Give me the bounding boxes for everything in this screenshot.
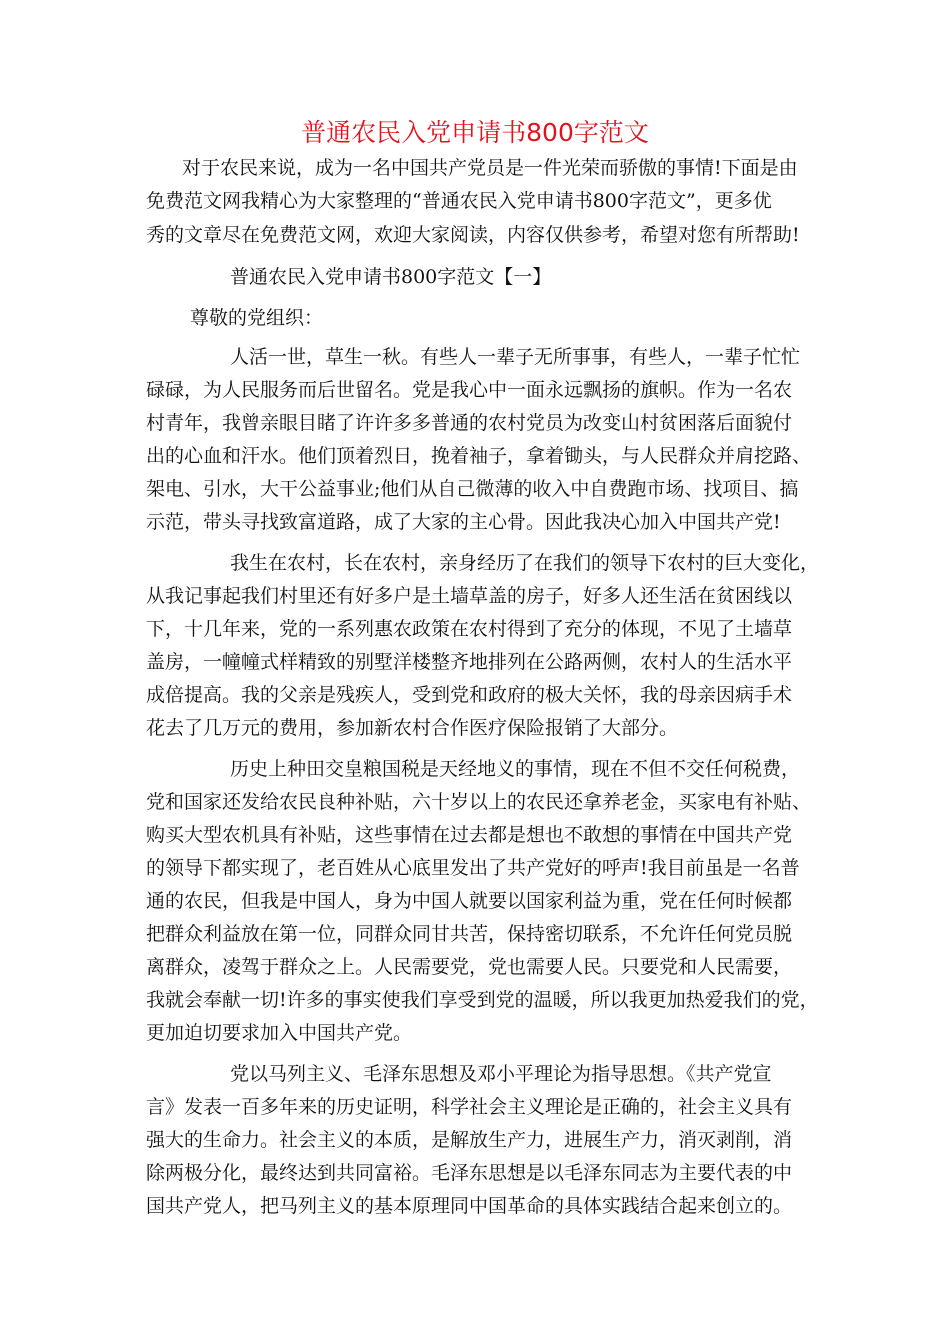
- paragraph-line: 碌碌，为人民服务而后世留名。党是我心中一面永远飘扬的旗帜。作为一名农: [146, 379, 793, 401]
- paragraph-line: 的领导下都实现了，老百姓从心底里发出了共产党好的呼声!我目前虽是一名普: [146, 857, 800, 879]
- paragraph-line: 村青年，我曾亲眼目睹了许许多多普通的农村党员为改变山村贫困落后面貌付: [146, 412, 793, 434]
- paragraph-line: 我就会奉献一切!许多的事实使我们享受到党的温暖，所以我更加热爱我们的党，: [146, 989, 819, 1011]
- intro-line: 秀的文章尽在免费范文网，欢迎大家阅读，内容仅供参考，希望对您有所帮助!: [146, 224, 800, 246]
- paragraph-line: 除两极分化，最终达到共同富裕。毛泽东思想是以毛泽东同志为主要代表的中: [146, 1162, 793, 1184]
- paragraph-line: 盖房，一幢幢式样精致的别墅洋楼整齐地排列在公路两侧，农村人的生活水平: [146, 651, 793, 673]
- paragraph-line: 更加迫切要求加入中国共产党。: [146, 1022, 413, 1044]
- paragraph-line: 下，十几年来，党的一系列惠农政策在农村得到了充分的体现，不见了土墙草: [146, 618, 793, 640]
- paragraph-line: 强大的生命力。社会主义的本质，是解放生产力，进展生产力，消灭剥削，消: [146, 1129, 793, 1151]
- paragraph-line: 我生在农村，长在农村，亲身经历了在我们的领导下农村的巨大变化，: [230, 552, 820, 574]
- paragraph-line: 示范，带头寻找致富道路，成了大家的主心骨。因此我决心加入中国共产党!: [146, 511, 781, 533]
- paragraph-line: 架电、引水，大干公益事业;他们从自己微薄的收入中自费跑市场、找项目、搞: [146, 478, 799, 500]
- intro-line: 免费范文网我精心为大家整理的“普通农民入党申请书800字范文”，更多优: [146, 190, 772, 212]
- paragraph-line: 党以马列主义、毛泽东思想及邓小平理论为指导思想。《共产党宣: [230, 1063, 772, 1085]
- paragraph-line: 人活一世，草生一秋。有些人一辈子无所事事，有些人，一辈子忙忙: [230, 346, 801, 368]
- salutation: 尊敬的党组织：: [190, 307, 324, 329]
- paragraph-line: 国共产党人，把马列主义的基本原理同中国革命的具体实践结合起来创立的。: [146, 1195, 793, 1217]
- intro-line: 对于农民来说，成为一名中国共产党员是一件光荣而骄傲的事情!下面是由: [182, 157, 798, 179]
- paragraph-line: 离群众，凌驾于群众之上。人民需要党，党也需要人民。只要党和人民需要，: [146, 956, 793, 978]
- paragraph-line: 党和国家还发给农民良种补贴，六十岁以上的农民还拿养老金，买家电有补贴、: [146, 791, 812, 813]
- paragraph-line: 从我记事起我们村里还有好多户是土墙草盖的房子，好多人还生活在贫困线以: [146, 585, 793, 607]
- paragraph-line: 通的农民，但我是中国人，身为中国人就要以国家利益为重，党在任何时候都: [146, 890, 793, 912]
- paragraph-line: 成倍提高。我的父亲是残疾人，受到党和政府的极大关怀，我的母亲因病手术: [146, 684, 793, 706]
- paragraph-line: 言》发表一百多年来的历史证明，科学社会主义理论是正确的，社会主义具有: [146, 1096, 793, 1118]
- section-heading: 普通农民入党申请书800字范文【一】: [230, 266, 552, 288]
- paragraph-line: 把群众利益放在第一位，同群众同甘共苦，保持密切联系，不允许任何党员脱: [146, 923, 793, 945]
- paragraph-line: 出的心血和汗水。他们顶着烈日，挽着袖子，拿着锄头，与人民群众并肩挖路、: [146, 445, 812, 467]
- paragraph-line: 购买大型农机具有补贴，这些事情在过去都是想也不敢想的事情在中国共产党: [146, 824, 793, 846]
- document-title: 普通农民入党申请书800字范文: [301, 118, 649, 147]
- paragraph-line: 花去了几万元的费用，参加新农村合作医疗保险报销了大部分。: [146, 717, 679, 739]
- paragraph-line: 历史上种田交皇粮国税是天经地义的事情，现在不但不交任何税费，: [230, 758, 801, 780]
